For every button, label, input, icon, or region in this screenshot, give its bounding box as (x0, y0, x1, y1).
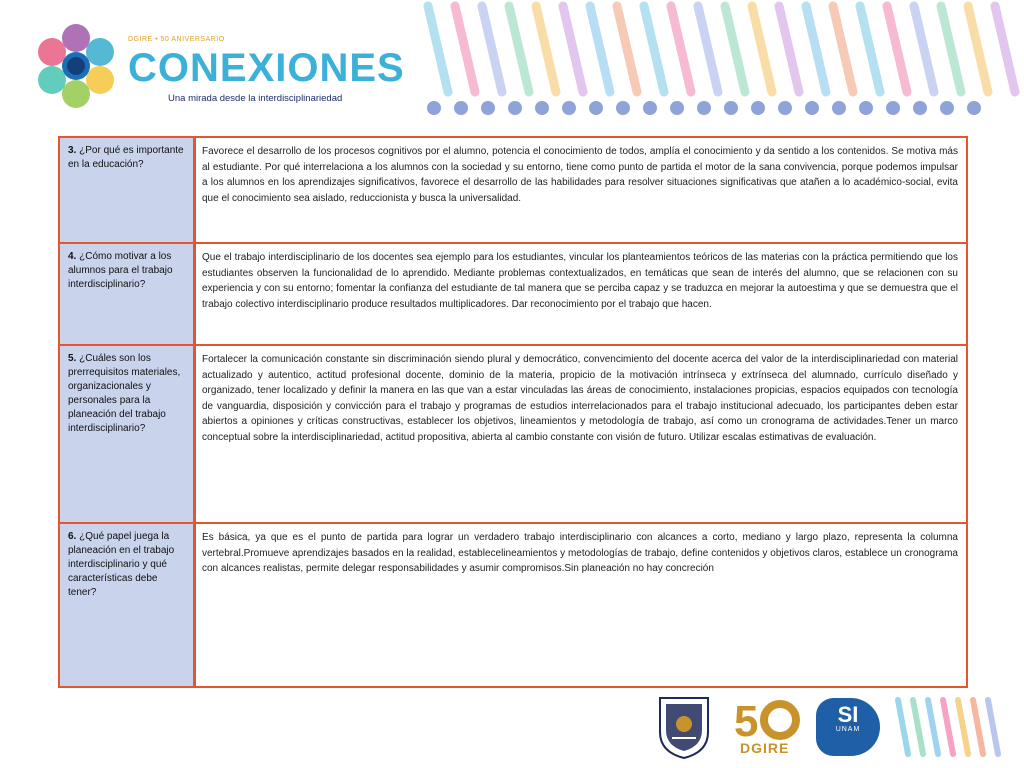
dgire-label: DGIRE (740, 740, 790, 756)
svg-text:5: 5 (734, 697, 759, 742)
si-label: SI (837, 702, 859, 727)
brand-title: CONEXIONES (128, 46, 405, 90)
anniversary-label: DGIRE • 50 ANIVERSARIO (128, 36, 225, 43)
question-number: 6. (68, 531, 77, 542)
table-row (60, 242, 966, 344)
dgire-50-logo (730, 694, 804, 760)
answer-cell: Es básica, ya que es el punto de partida para lograr un verdadero trabajo interdisciplinario con alcances a corto, mediano y largo plazo, representa la columna vertebral.Promueve aprendizajes basados en la realidad, establecelineamientos y metodologías de trabajo, define contenidos y objetivos claros, establece un cronograma con alcances realistas, permite delegar responsabilidades y asumir compromisos.Sin planeación no hay concreción (202, 532, 958, 574)
table-row (60, 522, 966, 686)
question-number: 4. (68, 251, 77, 262)
qa-table (58, 136, 968, 688)
zigzag-decoration-icon (420, 0, 1024, 122)
question-text: ¿Por qué es importante en la educación? (68, 145, 184, 170)
answer-cell: Que el trabajo interdisciplinario de los docentes sea ejemplo para los estudiantes, vincular los planteamientos teóricos de las materias con la práctica permitiendo que los estudiantes observen la funcionalidad de lo aprendido. Mediante problemas contextualizados, en temáticas que sean de interés del alumno, que se relacionen con su experiencia y con su entorno; fomentar la confianza del estudiante de tal manera que se perciba capaz y se traduzca en mejorar la autoestima y que se demuestra que el trabajo colectivo interdisciplinario produce resultados multiplicadores. Dar reconocimiento por el trabajo que hacen. (202, 252, 958, 310)
si-unam-logo (816, 698, 880, 756)
unam-shield-icon (654, 694, 714, 760)
answer-cell: Fortalecer la comunicación constante sin discriminación siendo plural y democrático, convencimiento del docente acerca del valor de la interdisciplinariedad con material actualizado y autentico, actitud profesional docente, dominio de la materia, propicio de la motivación intrínseca y extrínseca del alumnado, currículo diseñado y organizado, tener localizado y definir la manera en las que van a estar vinculadas las áreas de conocimiento, instalaciones propicias, espacios equipados con tecnología de vanguardia, disposición y convicción para el trabajo y programas de estudios interrelacionados para el trabajo institucional adecuado, los participantes deben estar abiertos a opiniones y críticas constructivas, establecer los objetivos, lineamientos y metodología de trabajo, así como un cronograma de actividades.Tener un marco conceptual sobre la interdisciplinariedad, actitud propositiva, abierta al cambio constante con visión de futuro. Utilizar escalas estimativas de evaluación. (202, 354, 958, 443)
question-text: ¿Qué papel juega la planeación en el trabajo interdisciplinario y qué características debe tener? (68, 531, 175, 598)
question-cell (60, 524, 196, 686)
question-cell (60, 244, 196, 344)
mini-zigzag-icon (892, 696, 1002, 760)
answer-cell: Favorece el desarrollo de los procesos cognitivos por el alumno, potencia el conocimiento de todos, amplía el conocimiento y da sentido a los contenidos. Se motiva más al estudiante. Por qué interrelaciona a los alumnos con la sociedad y su entorno, tiene como punto de partida el motor de la sana convivencia, porque podemos impulsar a los alumnos en los aprendizajes significativos, favorece el desarrollo de las habilidades para resolver situaciones significativas que atañen a lo académico-social, evita que el conocimiento sea aislado, reduccionista y busca la universalidad. (202, 146, 958, 204)
footer-logos (648, 690, 1024, 768)
unam-label: UNAM (835, 726, 861, 733)
fifty-anniversary-icon (730, 694, 804, 742)
brand-tagline: Una mirada desde la interdisciplinariedad (168, 93, 343, 104)
question-text: ¿Cómo motivar a los alumnos para el trabajo interdisciplinario? (68, 251, 173, 290)
question-text: ¿Cuáles son los prerrequisitos materiales, organizacionales y personales para la planeación del trabajo interdisciplinario? (68, 353, 181, 434)
question-cell (60, 346, 196, 522)
table-row (60, 138, 966, 242)
question-number: 3. (68, 145, 77, 156)
question-cell (60, 138, 196, 242)
header (0, 0, 1024, 130)
table-row (60, 344, 966, 522)
conexiones-logo-icon (30, 18, 122, 114)
question-number: 5. (68, 353, 77, 364)
